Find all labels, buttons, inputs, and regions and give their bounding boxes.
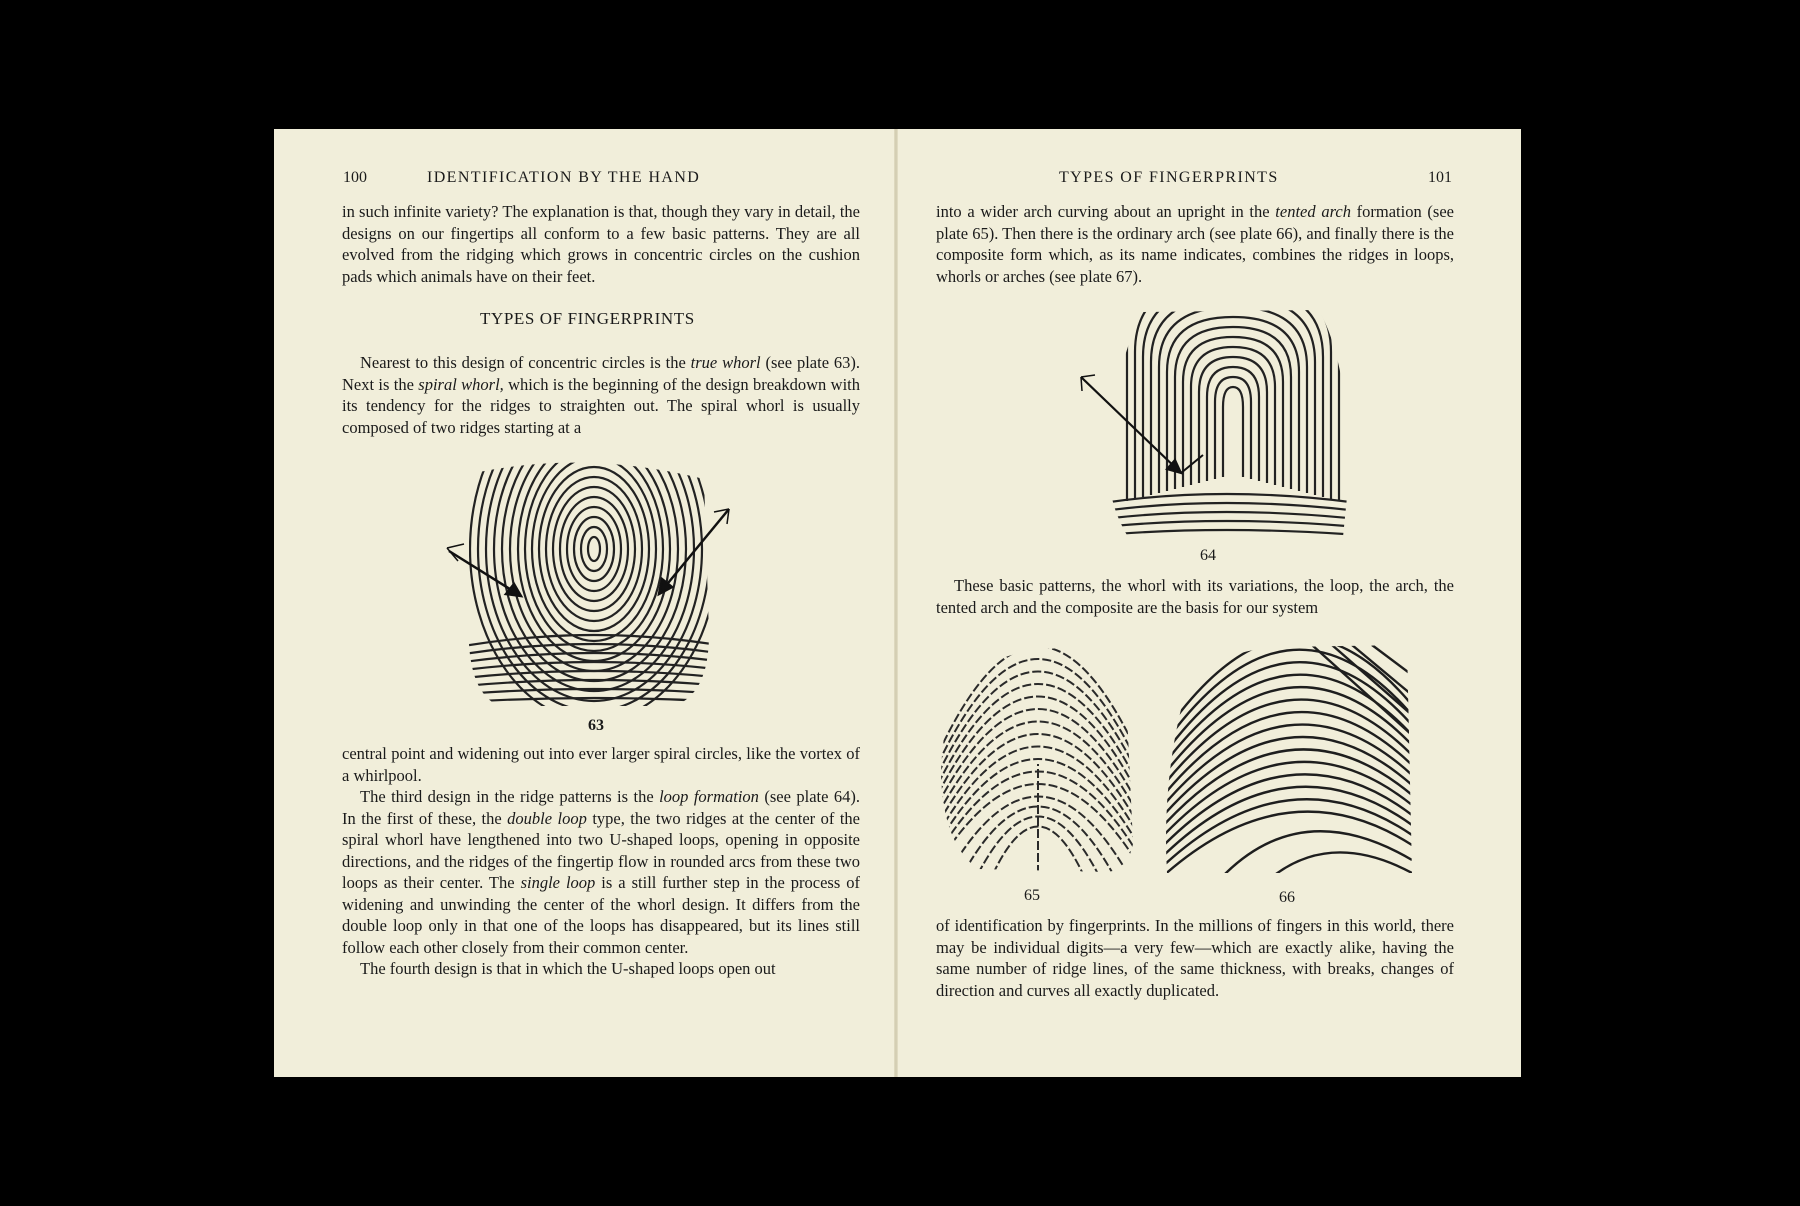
left-paragraph-5-text: The fourth design is that in which the U-shaped loops open out	[360, 959, 776, 978]
italic-term: tented arch	[1275, 202, 1351, 221]
right-paragraph-2-text: These basic patterns, the whorl with its variations, the loop, the arch, the tented arch and the composite are the basis for our system	[936, 576, 1454, 617]
plate-66-fingerprint-image	[1162, 645, 1412, 877]
right-running-head: TYPES OF FINGERPRINTS	[1059, 169, 1279, 186]
right-paragraph-1	[936, 201, 1454, 287]
left-paragraph-3	[342, 743, 860, 980]
right-page-number: 101	[1428, 169, 1452, 186]
plate-64-label: 64	[1200, 547, 1216, 564]
text-run: (see plate 63). Next is the	[342, 353, 861, 394]
plate-66-label: 66	[1279, 889, 1295, 906]
left-page	[274, 129, 894, 1077]
text-run: formation (see plate 65). Then there is the ordinary arch (see plate 66), and finally there is the composite form which, as its name indicates, combines the ridges in loops, whorls or arches (see plate 67).	[936, 202, 1454, 286]
plate-63-fingerprint-image	[444, 454, 734, 714]
text-run: into a wider arch curving about an upright in the	[936, 202, 1276, 221]
right-paragraph-3	[936, 915, 1454, 1001]
text-run: (see plate 64). In the first of these, the	[342, 787, 860, 828]
left-paragraph-2	[342, 352, 860, 438]
italic-term: spiral whorl,	[418, 374, 504, 394]
left-running-head: IDENTIFICATION BY THE HAND	[427, 169, 701, 186]
plate-63-label: 63	[588, 717, 604, 734]
book-spread	[274, 129, 1521, 1077]
section-heading: TYPES OF FINGERPRINTS	[480, 309, 695, 328]
text-run: is a still further step in the process of widening and unwinding the center of the whorl design. It differs from the double loop only in that one of the loops has disappeared, but its lines still follow each other closely from their common center.	[342, 873, 861, 957]
right-paragraph-3-text: of identification by fingerprints. In the millions of fingers in this world, there may be individual digits—a very few—which are exactly alike, having the same number of ridge lines, of the same thickness, with breaks, changes of direction and curves all exactly duplicated.	[936, 916, 1454, 1000]
text-run: which is the beginning of the design breakdown with its tendency for the ridges to straighten out. The spiral whorl is usually composed of two ridges starting at a	[342, 374, 860, 437]
right-page	[898, 129, 1521, 1077]
left-paragraph-1-text: in such infinite variety? The explanation is that, though they vary in detail, the designs on our fingertips all conform to a few basic patterns. They are all evolved from the ridging which grows in concentric circles on the cushion pads which animals have on their feet.	[342, 202, 860, 286]
text-run: The third design in the ridge patterns is the	[360, 787, 660, 806]
plate-65-label: 65	[1024, 887, 1040, 904]
italic-term: double loop	[507, 808, 587, 828]
italic-term: single loop	[520, 873, 596, 892]
left-page-number: 100	[343, 169, 367, 186]
text-run: type, the two ridges at the center of the spiral whorl have lengthened into two U-shaped loops, opening in opposite directions, and the ridges of the fingertip flow in rounded arcs from these two loops as their center. The	[342, 808, 860, 892]
left-paragraph-1	[342, 201, 860, 287]
left-paragraph-3-text: central point and widening out into ever larger spiral circles, like the vortex of a whirlpool.	[342, 744, 860, 785]
italic-term: true whorl	[690, 353, 761, 372]
plate-64-fingerprint-image	[1073, 307, 1353, 539]
italic-term: loop formation	[659, 787, 759, 806]
right-paragraph-2	[936, 575, 1454, 618]
plate-65-fingerprint-image	[938, 644, 1138, 874]
text-run: Nearest to this design of concentric circles is the	[360, 353, 691, 372]
